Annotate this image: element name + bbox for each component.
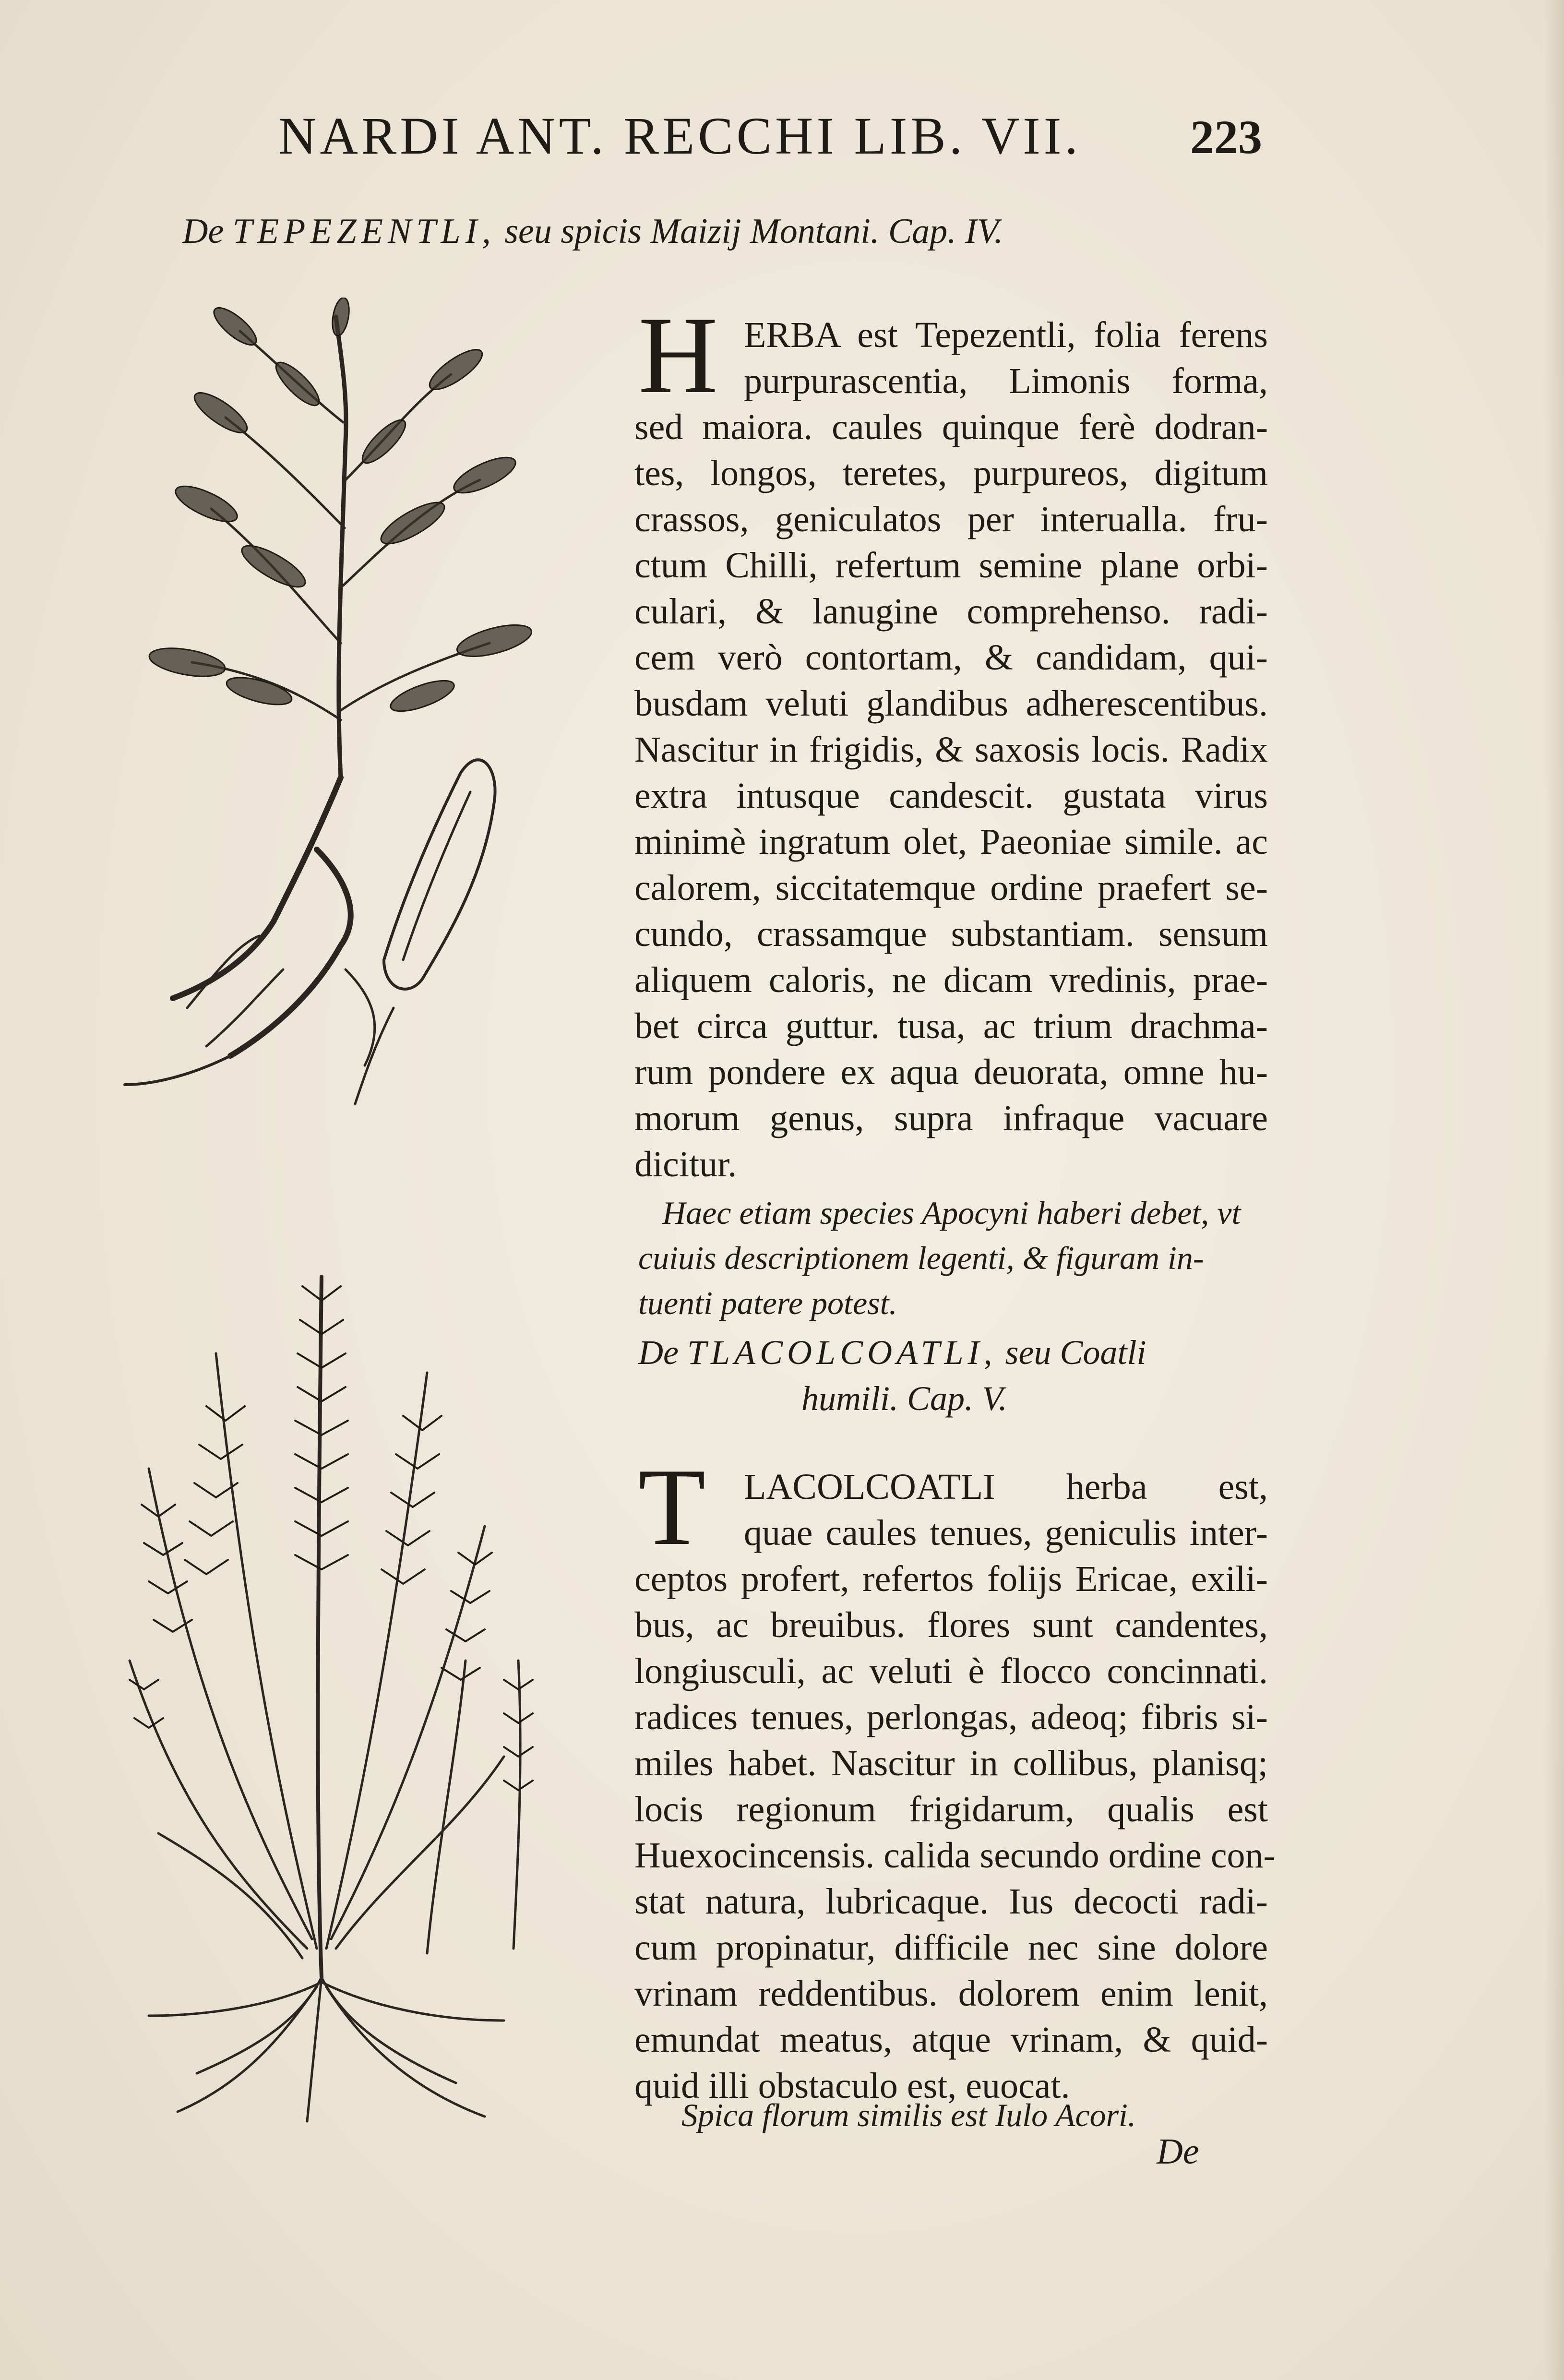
chapter-5-drop-cap: T <box>638 1446 706 1568</box>
note-line: cuiuis descriptionem legenti, & figuram in- <box>638 1240 1204 1276</box>
text-line: extra intusque candescit. gustata virus <box>634 776 1268 816</box>
running-head: NARDI ANT. RECCHI LIB. VII. <box>278 107 1081 165</box>
text-line: longiusculi, ac veluti è flocco concinnati. <box>634 1651 1268 1691</box>
text-line: emundat meatus, atque vrinam, & quid- <box>634 2020 1268 2060</box>
chapter-5-heading-lead: De <box>638 1333 687 1372</box>
text-line: aliquem caloris, ne dicam vredinis, prae- <box>634 960 1268 1000</box>
text-line: purpurascentia, Limonis forma, <box>744 361 1268 401</box>
text-line: Huexocincensis. calida secundo ordine con- <box>634 1835 1276 1876</box>
tlacolcoatli-woodcut-illustration <box>91 1229 561 2141</box>
chapter-5-heading <box>638 1329 1272 1422</box>
chapter-5-note <box>638 2093 1310 2138</box>
text-line: crassos, geniculatos per interualla. fru- <box>634 499 1268 539</box>
text-line: cundo, crassamque substantiam. sensum <box>634 914 1268 954</box>
chapter-4-heading <box>182 211 1003 252</box>
text-line: busdam veluti glandibus adherescentibus. <box>634 683 1268 724</box>
text-line: Nascitur in frigidis, & saxosis locis. Radix <box>634 730 1268 770</box>
text-line: morum genus, supra infraque vacuare <box>634 1098 1268 1138</box>
text-line: locis regionum frigidarum, qualis est <box>634 1789 1268 1830</box>
text-line: culari, & lanugine comprehenso. radi- <box>634 591 1268 632</box>
catchword: De <box>1157 2131 1199 2172</box>
text-line: miles habet. Nascitur in collibus, planisq; <box>634 1743 1268 1783</box>
text-line: ceptos profert, refertos folijs Ericae, exili- <box>634 1559 1268 1599</box>
chapter-4-heading-caps: TEPEZENTLI, <box>232 212 496 251</box>
chapter-4-note <box>638 1190 1267 1326</box>
text-line: stat natura, lubricaque. Ius decocti radi- <box>634 1881 1268 1922</box>
text-line: minimè ingratum olet, Paeoniae simile. ac <box>634 822 1268 862</box>
text-line: vrinam reddentibus. dolorem enim lenit, <box>634 1973 1268 2014</box>
text-line: cem verò contortam, & candidam, qui- <box>634 637 1268 678</box>
chapter-5-heading-line-1 <box>638 1329 1272 1375</box>
tepezentli-woodcut-illustration <box>115 298 576 1200</box>
page-number: 223 <box>1190 110 1262 164</box>
text-line: tes, longos, teretes, purpureos, digitum <box>634 453 1268 493</box>
note-line: Spica florum similis est Iulo Acori. <box>681 2097 1136 2133</box>
text-line: quae caules tenues, geniculis inter- <box>744 1513 1268 1553</box>
chapter-4-drop-cap: H <box>638 294 718 416</box>
note-line: Haec etiam species Apocyni haberi debet, vt <box>662 1195 1241 1231</box>
note-line: tuenti patere potest. <box>638 1285 897 1321</box>
text-line: rum pondere ex aqua deuorata, omne hu- <box>634 1052 1268 1092</box>
chapter-5-heading-rest: seu Coatli <box>996 1333 1146 1372</box>
text-line: ERBA est Tepezentli, folia ferens <box>744 315 1268 355</box>
text-line: sed maiora. caules quinque ferè dodran- <box>634 407 1268 447</box>
text-line: LACOLCOATLI herba est, <box>744 1467 1268 1507</box>
chapter-5-heading-line-2: humili. Cap. V. <box>801 1379 1007 1418</box>
text-line: quid illi obstaculo est, euocat. <box>634 2066 1070 2106</box>
page-edge-shadow <box>1545 0 1564 2380</box>
text-line: bet circa guttur. tusa, ac trium drachma- <box>634 1006 1268 1046</box>
text-line: cum propinatur, difficile nec sine dolore <box>634 1927 1268 1968</box>
chapter-5-body <box>634 1464 1276 2109</box>
text-line: dicitur. <box>634 1144 737 1184</box>
text-line: radices tenues, perlongas, adeoq; fibris si- <box>634 1697 1268 1737</box>
chapter-4-heading-lead: De <box>182 212 233 251</box>
text-line: ctum Chilli, refertum semine plane orbi- <box>634 545 1268 586</box>
chapter-5-heading-caps: TLACOLCOATLI, <box>687 1333 997 1372</box>
chapter-4-heading-rest: seu spicis Maizij Montani. Cap. IV. <box>495 212 1003 251</box>
chapter-4-body <box>634 312 1268 1187</box>
text-line: bus, ac breuibus. flores sunt candentes, <box>634 1605 1268 1645</box>
text-line: calorem, siccitatemque ordine praefert se- <box>634 868 1268 908</box>
